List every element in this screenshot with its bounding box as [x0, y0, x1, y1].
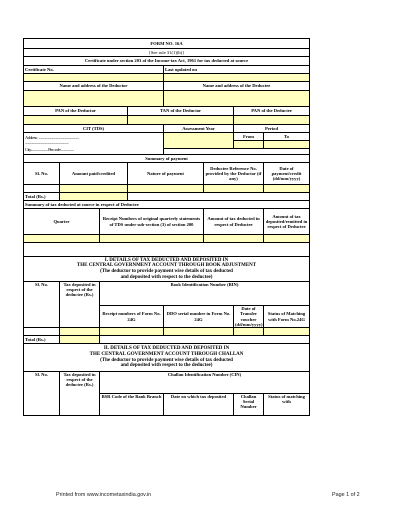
period-to-label: To [264, 133, 310, 141]
deductee-address-field[interactable] [164, 91, 310, 107]
period-from-label: From [234, 133, 264, 141]
tax-row-deducted[interactable] [204, 235, 264, 243]
last-updated-field[interactable] [164, 74, 310, 82]
tan-deductor-field[interactable] [128, 116, 234, 125]
section1-title2: THE CENTRAL GOVERNMENT ACCOUNT THROUGH BOOK ADJUSTMENT [76, 263, 257, 269]
summary-col-date: Date of payment/credit (dd/mm/yyyy) [264, 163, 310, 185]
tax-row-quarter[interactable] [24, 235, 100, 243]
cit-tds-label: CIT (TDS) [24, 125, 164, 133]
s1-col-receipt-24g: Receipt numbers of Form No. 24G [100, 306, 164, 328]
s1-col-tax-deposited: Tax deposited in respect of the deductee (Rs.) [60, 282, 100, 328]
summary-total-field[interactable] [60, 193, 128, 201]
cit-city-pin: City.......................... Pin code:.................... [25, 147, 74, 153]
cit-address-line2: ................................................................... [25, 140, 69, 146]
s1-row-ddo[interactable] [164, 328, 234, 336]
pan-deductor-label: PAN of the Deductor [24, 107, 128, 116]
summary-row-date[interactable] [264, 185, 310, 193]
s2-col-bsr: BSR Code of the Bank Branch [100, 394, 164, 416]
s2-col-tax-deposited: Tax deposited in respect of the deductee (Rs.) [60, 372, 100, 416]
section2-note2: and deposited with respect to the deductee) [120, 363, 213, 369]
tax-spacer [24, 243, 310, 257]
footer-printed-from: Printed from www.incometaxindia.gov.in [56, 492, 152, 498]
summary-col-deductee-ref: Deductee Reference No. provided by the Deductor (if any) [204, 163, 264, 185]
summary-row-amount[interactable] [60, 185, 128, 193]
s1-col-slno: Sl. No. [24, 282, 60, 328]
deductor-name-label: Name and address of the Deductor [24, 82, 164, 91]
assessment-year-label: Assessment Year [164, 125, 234, 133]
summary-col-slno: Sl. No. [24, 163, 60, 185]
tax-col-receipt: Receipt Numbers of original quarterly statements of TDS under sub-section (3) of section 200 [100, 209, 204, 235]
certificate-heading: Certificate under section 203 of the Income-tax Act, 1961 for tax deducted at source [24, 57, 310, 66]
form-16a [23, 38, 309, 416]
deductor-address-field[interactable] [24, 91, 164, 107]
tax-col-quarter: Quarter [24, 209, 100, 235]
section2-title2: THE CENTRAL GOVERNMENT ACCOUNT THROUGH CHALLAN [89, 351, 244, 357]
s2-col-cin: Challan Identification Number (CIN) [100, 372, 310, 394]
s1-total-blank [100, 336, 310, 344]
section1-note: (The deductor to provide payment wise details of tax deducted [100, 269, 233, 274]
tax-row-receipt[interactable] [100, 235, 204, 243]
pan-deductor-field[interactable] [24, 116, 128, 125]
s1-col-date-transfer: Date of Transfer voucher (dd/mm/yyyy) [235, 306, 263, 327]
s2-col-challan-serial: Challan Serial Number [234, 394, 264, 416]
tax-row-deposited[interactable] [264, 235, 310, 243]
last-updated-label: Last updated on [164, 66, 310, 74]
s1-col-status: Status of Matching with Form No.24G [264, 306, 310, 328]
s2-col-slno: Sl. No. [24, 372, 60, 416]
certificate-no-label: Certificate No. [24, 66, 164, 74]
period-from-field[interactable] [234, 141, 264, 149]
pan-deductee-label: PAN of the Deductee [234, 107, 310, 116]
summary-col-nature: Nature of payment [128, 163, 204, 185]
form-title: FORM NO. 16A [24, 39, 310, 49]
summary-tax-heading: Summary of tax deducted at source in respect of Deductee [24, 201, 310, 209]
s1-row-slno [24, 328, 60, 336]
section1-title: I. DETAILS OF TAX DEDUCTED AND DEPOSITED IN [104, 257, 229, 263]
summary-total-blank [128, 193, 310, 201]
summary-row-slno [24, 185, 60, 193]
s2-col-date-tax: Date on which tax deposited [164, 394, 234, 416]
cit-address: Address : .............................................................. [25, 135, 79, 140]
form-table [23, 38, 310, 416]
s1-total-label: Total (Rs.) [24, 336, 60, 344]
s1-row-status[interactable] [264, 328, 310, 336]
deductee-name-label: Name and address of the Deductee [164, 82, 310, 91]
summary-col-amount: Amount paid/credited [60, 163, 128, 185]
certificate-no-field[interactable] [24, 74, 164, 82]
section2-title: II. DETAILS OF TAX DEDUCTED AND DEPOSITED IN [103, 346, 230, 352]
assessment-year-field[interactable] [164, 133, 234, 149]
tax-col-amount-deposited: Amount of tax deposited/remitted in respect of Deductee [264, 209, 310, 235]
s1-total-field[interactable] [60, 336, 100, 344]
period-to-field[interactable] [264, 141, 310, 149]
s1-row-date[interactable] [234, 328, 264, 336]
s1-row-tax[interactable] [60, 328, 100, 336]
summary-payment-heading: Summary of payment [24, 155, 310, 163]
pan-deductee-field[interactable] [234, 116, 310, 125]
tax-col-amount-deducted: Amount of tax deducted in respect of Deductee [204, 209, 264, 235]
section1-note2: and deposited with respect to the deductee) [120, 274, 213, 280]
s1-row-receipt[interactable] [100, 328, 164, 336]
s2-col-status: Status of matching with [264, 394, 310, 416]
tan-deductor-label: TAN of the Deductor [128, 107, 234, 116]
form-rule: [See rule 31(1)(b)] [24, 49, 310, 57]
summary-total-label: Total (Rs.) [24, 193, 60, 201]
footer-page-number: Page 1 of 2 [332, 492, 360, 498]
s1-col-bin: Book Identification Number (BIN) [100, 282, 310, 306]
summary-row-ref[interactable] [204, 185, 264, 193]
section2-note: (The deductor to provide payment wise details of tax deducted [100, 357, 233, 363]
s1-col-ddo-serial: DDO serial number in Form No. 24G [164, 306, 234, 328]
summary-row-nature[interactable] [128, 185, 204, 193]
period-label: Period [234, 125, 310, 133]
